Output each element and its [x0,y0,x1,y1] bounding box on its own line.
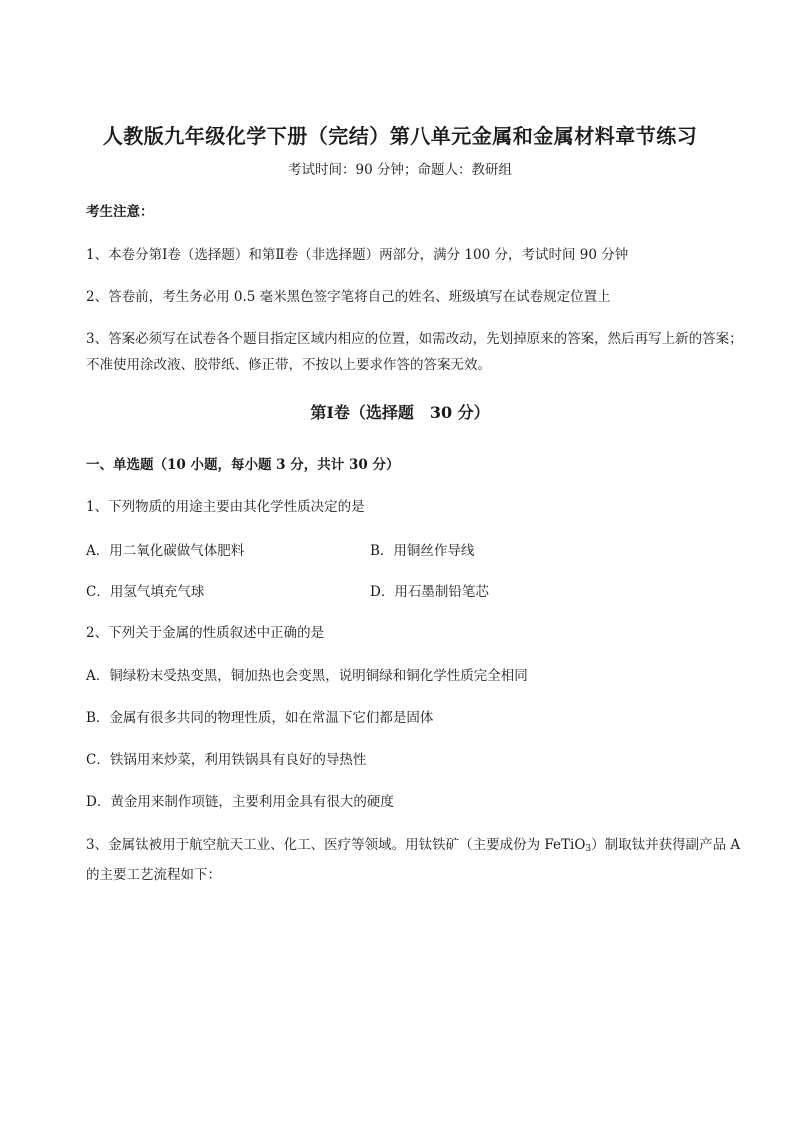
formula-subscript: 3 [585,844,592,854]
question-2-option-c: C．铁锅用来炒菜，利用铁锅具有良好的导热性 [86,752,367,768]
question-1-option-b: B．用铜丝作导线 [370,543,475,559]
notice-item-3: 3、答案必须写在试卷各个题目指定区域内相应的位置，如需改动，先划掉原来的答案，然后再写上新的答案；不准使用涂改液、胶带纸、修正带，不按以上要求作答的答案无效。 [86,331,743,373]
notice-item-1: 1、本卷分第Ⅰ卷（选择题）和第Ⅱ卷（非选择题）两部分，满分 100 分，考试时间 90 分钟 [86,247,629,263]
exam-title: 人教版九年级化学下册（完结）第八单元金属和金属材料章节练习 [102,124,698,148]
question-2-option-b: B．金属有很多共同的物理性质，如在常温下它们都是固体 [86,710,434,726]
notice-heading: 考生注意： [86,204,154,220]
question-1-stem: 1、下列物质的用途主要由其化学性质决定的是 [86,499,365,515]
question-1-option-a: A．用二氧化碳做气体肥料 [86,543,245,559]
exam-subtitle: 考试时间：90 分钟；命题人：教研组 [288,162,512,178]
question-1-option-d: D．用石墨制铅笔芯 [370,584,489,600]
part-heading: 一、单选题（10 小题，每小题 3 分，共计 30 分） [86,457,400,473]
question-3-stem-text: 3、金属钛被用于航空航天工业、化工、医疗等领域。用钛铁矿（主要成份为 FeTiO [86,837,586,853]
section-title: 第Ⅰ卷（选择题 30 分） [310,403,490,422]
question-2-option-d: D．黄金用来制作项链，主要利用金具有很大的硬度 [86,794,394,810]
question-3-stem [86,832,746,888]
notice-item-2: 2、答卷前，考生务必用 0.5 毫米黑色签字笔将自己的姓名、班级填写在试卷规定位置上 [86,289,611,305]
question-1-option-c: C．用氢气填充气球 [86,584,205,600]
question-2-stem: 2、下列关于金属的性质叙述中正确的是 [86,625,325,641]
question-2-option-a: A．铜绿粉末受热变黑，铜加热也会变黑，说明铜绿和铜化学性质完全相同 [86,668,528,684]
question-3-stem-text-cont: ）制取钛并获得副产品 A 的主要工艺流程如下： [86,837,741,883]
